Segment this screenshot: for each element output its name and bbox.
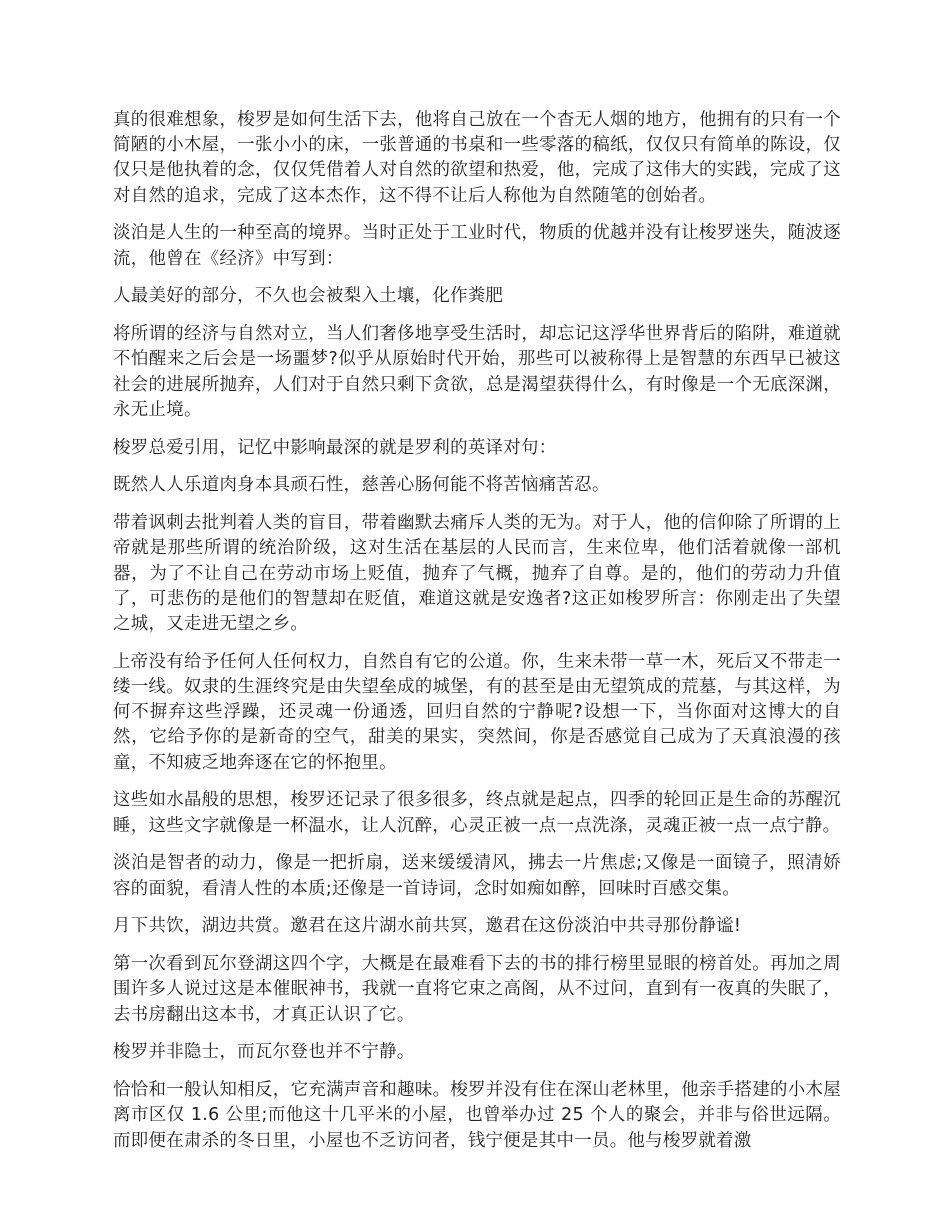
paragraph: 上帝没有给予任何人任何权力，自然自有它的公道。你，生来未带一草一木，死后又不带走一缕一线。奴隶的生涯终究是由失望垒成的城堡，有的甚至是由无望筑成的荒墓，与其这样，为何不摒弃这些浮躁，还灵魂一份通透，回归自然的宁静呢?设想一下，当你面对这博大的自然，它给予你的是新奇的空气，甜美的果实，突然间，你是否感觉自己成为了天真浪漫的孩童，不知疲乏地奔逐在它的怀抱里。 xyxy=(113,651,841,773)
paragraph: 既然人人乐道肉身本具顽石性，慈善心肠何能不将苦恼痛苦忍。 xyxy=(113,475,610,496)
paragraph: 淡泊是人生的一种至高的境界。当时正处于工业时代，物质的优越并没有让梭罗迷失，随波逐流，他曾在《经济》中写到： xyxy=(113,223,841,269)
paragraph: 真的很难想象，梭罗是如何生活下去，他将自己放在一个杳无人烟的地方，他拥有的只有一个简陋的小木屋，一张小小的床，一张普通的书桌和一些零落的稿纸，仅仅只有简单的陈设，仅仅只是他执着的念，仅仅凭借着人对自然的欲望和热爱，他，完成了这伟大的实践，完成了这对自然的追求，完成了这本杰作，这不得不让后人称他为自然随笔的创始者。 xyxy=(113,110,841,206)
paragraph: 人最美好的部分，不久也会被梨入土壤，化作粪肥 xyxy=(113,286,504,307)
paragraph: 月下共饮，湖边共赏。邀君在这片湖水前共冥，邀君在这份淡泊中共寻那份静谧! xyxy=(113,916,742,937)
document-body xyxy=(113,108,841,1166)
paragraph: 淡泊是智者的动力，像是一把折扇，送来缓缓清风，拂去一片焦虑;又像是一面镜子，照清娇容的面貌，看清人性的本质;还像是一首诗词，念时如痴如醉，回味时百感交集。 xyxy=(113,853,841,899)
paragraph: 梭罗并非隐士，而瓦尔登也并不宁静。 xyxy=(113,1042,415,1063)
paragraph: 恰恰和一般认知相反，它充满声音和趣味。梭罗并没有住在深山老林里，他亲手搭建的小木屋离市区仅 1.6 公里;而他这十几平米的小屋，也曾举办过 25 个人的聚会，并非与俗世远隔。而即便在肃杀的冬日里，小屋也不乏访问者，钱宁便是其中一员。他与梭罗就着激 xyxy=(113,1080,841,1151)
paragraph: 带着讽刺去批判着人类的盲目，带着幽默去痛斥人类的无为。对于人，他的信仰除了所谓的上帝就是那些所谓的统治阶级，这对生活在基层的人民而言，生来位卑，他们活着就像一部机器，为了不让自己在劳动市场上贬值，抛弃了气概，抛弃了自尊。是的，他们的劳动力升值了，可悲伤的是他们的智慧却在贬值，难道这就是安逸者?这正如梭罗所言：你刚走出了失望之城，又走进无望之乡。 xyxy=(113,513,841,635)
paragraph: 第一次看到瓦尔登湖这四个字，大概是在最难看下去的书的排行榜里显眼的榜首处。再加之周围许多人说过这是本催眠神书，我就一直将它束之高阁，从不过问，直到有一夜真的失眠了，去书房翻出这本书，才真正认识了它。 xyxy=(113,954,841,1025)
paragraph: 这些如水晶般的思想，梭罗还记录了很多很多，终点就是起点，四季的轮回正是生命的苏醒沉睡，这些文字就像是一杯温水，让人沉醉，心灵正被一点一点洗涤，灵魂正被一点一点宁静。 xyxy=(113,790,841,836)
paragraph: 将所谓的经济与自然对立，当人们奢侈地享受生活时，却忘记这浮华世界背后的陷阱，难道就不怕醒来之后会是一场噩梦?似乎从原始时代开始，那些可以被称得上是智慧的东西早已被这社会的进展所抛弃，人们对于自然只剩下贪欲，总是渴望获得什么，有时像是一个无底深渊，永无止境。 xyxy=(113,324,841,420)
paragraph: 梭罗总爱引用，记忆中影响最深的就是罗利的英译对句： xyxy=(113,437,557,458)
